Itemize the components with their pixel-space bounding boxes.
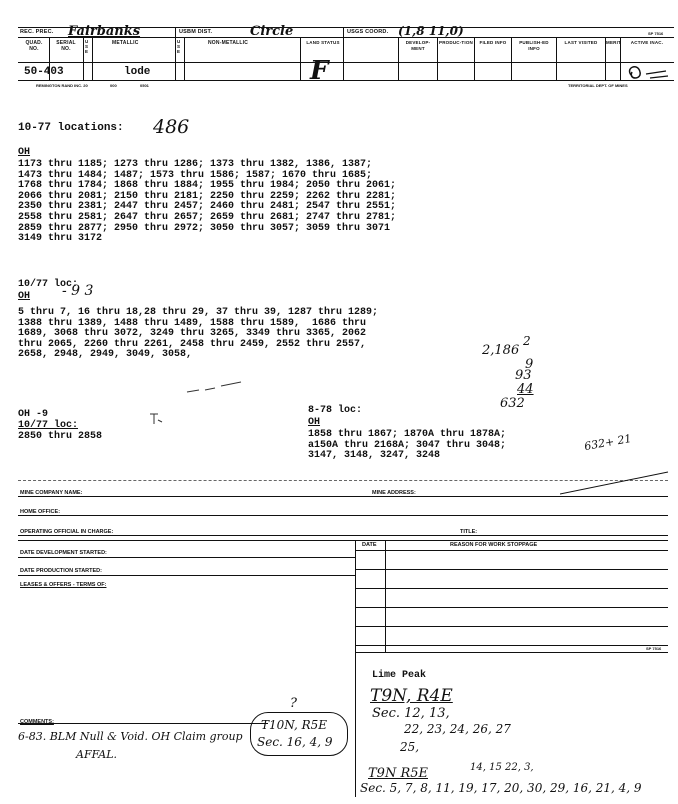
usbm-dist-label: USBM DIST. xyxy=(179,29,213,35)
loc-line: a150A thru 2168A; 3047 thru 3048; xyxy=(308,439,507,451)
tally-5: 44 xyxy=(517,382,534,397)
loc-line: 2658, 2948, 2949, 3049, 3058, xyxy=(18,349,193,361)
comments-handwritten-2: AFFAL. xyxy=(76,748,117,761)
scribble-mark-icon xyxy=(185,378,245,396)
usbm-dist-value: Circle xyxy=(250,24,294,39)
metallic-value: lode xyxy=(124,66,151,78)
col-u: U S E xyxy=(85,39,89,54)
oh2-handwritten: - 9 3 xyxy=(62,283,94,299)
sections-1: Sec. 12, 13, xyxy=(372,706,450,721)
township-1: T9N, R4E xyxy=(370,686,453,706)
col-serial: SERIAL NO. xyxy=(56,40,76,52)
township-2: T9N R5E xyxy=(368,766,428,781)
sections-1b: 22, 23, 24, 26, 27 xyxy=(404,722,511,736)
col-published-info: PUBLISH-ED INFO xyxy=(519,40,549,51)
sections-1c: 25, xyxy=(400,740,420,754)
printer-line: REMINGTON RAND INC. 20 xyxy=(36,83,88,88)
printer-code-2: 0501 xyxy=(140,83,149,88)
comments-handwritten-1: 6-83. BLM Null & Void. OH Claim group xyxy=(18,730,243,743)
tally-3: 9 xyxy=(525,357,534,372)
locations-list-b xyxy=(18,308,378,361)
loc3-label: 10/77 loc: xyxy=(18,420,79,431)
form-number: SP 7516 xyxy=(648,31,664,36)
col-last-visited: LAST VISITED xyxy=(564,40,598,45)
loc-line: 1473 thru 1484; 1487; 1573 thru 1586; 1587; 1670 thru 1685; xyxy=(18,169,373,181)
loc-line: 1173 thru 1185; 1273 thru 1286; 1373 thru 1382, 1386, 1387; xyxy=(18,159,373,170)
township-2-secs: 14, 15 22, 3, xyxy=(470,762,534,773)
oh-heading-4: OH xyxy=(308,417,321,428)
locations-list-c xyxy=(308,430,506,462)
tally-2: 2,186 xyxy=(482,343,520,358)
title-label: TITLE: xyxy=(460,529,478,535)
loc-line: 2350 thru 2381; 2447 thru 2457; 2460 thru 2481; 2547 thru 2551; xyxy=(18,201,397,213)
date-production-label: DATE PRODUCTION STARTED: xyxy=(20,568,102,574)
loc-line: 1768 thru 1784; 1868 thru 1884; 1955 thru 1984; 2050 thru 2061; xyxy=(18,180,397,192)
loc3-line: 2850 thru 2858 xyxy=(18,431,103,442)
loc-line: thru 2065, 2260 thru 2261, 2458 thru 2459, 2552 thru 2557, xyxy=(18,338,367,350)
col-nonmetallic: NON-METALLIC xyxy=(208,40,249,46)
home-office-label: HOME OFFICE: xyxy=(20,509,61,515)
loc-line: 5 thru 7, 16 thru 18,28 thru 29, 37 thru 39, 1287 thru 1289; xyxy=(18,307,379,318)
loc-line: 2558 thru 2581; 2647 thru 2657; 2659 thru 2681; 2747 thru 2781; xyxy=(18,211,397,223)
col-metallic: METALLIC xyxy=(112,40,139,46)
loc-1077-label: 10-77 locations: xyxy=(18,122,124,134)
loc-line: 2859 thru 2877; 2950 thru 2972; 3050 thru 3057; 3059 thru 3071 xyxy=(18,222,391,234)
usgs-coord-label: USGS COORD. xyxy=(347,29,389,35)
tally-6: 632 xyxy=(500,396,525,411)
box-handwritten-2: Sec. 16, 4, 9 xyxy=(257,735,333,749)
date-col-label: DATE xyxy=(362,542,377,548)
col-production: PRODUC-TION xyxy=(439,40,473,45)
loc-line: 1689, 3068 thru 3072, 3249 thru 3265, 3349 thru 3365, 2062 xyxy=(18,328,367,340)
operating-official-label: OPERATING OFFICIAL IN CHARGE: xyxy=(20,529,114,535)
box-question: ? xyxy=(290,696,297,711)
loc-line: 3149 thru 3172 xyxy=(18,233,103,245)
col-merit: MERIT xyxy=(606,40,621,45)
loc-1077-handwritten: 486 xyxy=(153,116,190,138)
tally-1: 2 xyxy=(523,334,531,348)
oh-heading-3: OH -9 xyxy=(18,409,49,420)
mine-company-label: MINE COMPANY NAME: xyxy=(20,490,83,496)
oh-heading-1: OH xyxy=(18,147,31,158)
loc2-label: 10/77 loc: xyxy=(18,279,79,290)
quad-value: 50-403 xyxy=(24,66,64,78)
edge-line-icon xyxy=(560,468,670,496)
active-scribble-icon xyxy=(622,62,674,82)
printer-code-1: 000 xyxy=(110,83,117,88)
small-tick-icon xyxy=(148,410,166,428)
loc-line: 1858 thru 1867; 1870A thru 1878A; xyxy=(308,429,507,440)
col-active: ACTIVE INAC. xyxy=(630,40,664,45)
oh-heading-2: OH xyxy=(18,291,31,302)
lime-peak-label: Lime Peak xyxy=(372,670,427,681)
rec-prec-value: Fairbanks xyxy=(68,24,141,39)
territorial-label: TERRITORIAL DEPT. OF MINES xyxy=(568,83,628,88)
box-handwritten-1: T10N, R5E xyxy=(261,718,328,732)
comments-label: COMMENTS: xyxy=(20,719,54,725)
loc-line: 1388 thru 1389, 1488 thru 1489, 1588 thru 1589, 1686 thru xyxy=(18,317,367,329)
land-status-value: F xyxy=(310,56,329,86)
date-development-label: DATE DEVELOPMENT STARTED: xyxy=(20,550,107,556)
col-land-status: LAND STATUS xyxy=(306,40,340,45)
reason-col-label: REASON FOR WORK STOPPAGE xyxy=(450,542,538,548)
sections-2: Sec. 5, 7, 8, 11, 19, 17, 20, 30, 29, 16, 21, 4, 9 xyxy=(360,781,642,795)
col-u2: U S E xyxy=(177,39,181,54)
leases-label: LEASES & OFFERS - TERMS OF: xyxy=(20,582,107,588)
loc-line: 3147, 3148, 3247, 3248 xyxy=(308,450,441,462)
tally-4: 93 xyxy=(515,368,532,383)
side-handwritten: 632+ 21 xyxy=(583,431,633,454)
usgs-coord-value: (1,8 11,0) xyxy=(398,24,464,38)
claim-box xyxy=(250,712,348,756)
form-number-2: SP 7516 xyxy=(646,646,662,651)
col-development: DEVELOP-MENT xyxy=(405,40,431,51)
loc4-label: 8-78 loc: xyxy=(308,405,363,416)
locations-list-a xyxy=(18,160,396,245)
rec-prec-label: REC. PREC. xyxy=(20,29,54,35)
col-filed-info: FILED INFO xyxy=(479,40,507,45)
col-quad: QUAD. NO. xyxy=(25,40,43,52)
mine-address-label: MINE ADDRESS: xyxy=(372,490,416,496)
loc-line: 2066 thru 2081; 2150 thru 2181; 2250 thru 2259; 2262 thru 2281; xyxy=(18,190,397,202)
